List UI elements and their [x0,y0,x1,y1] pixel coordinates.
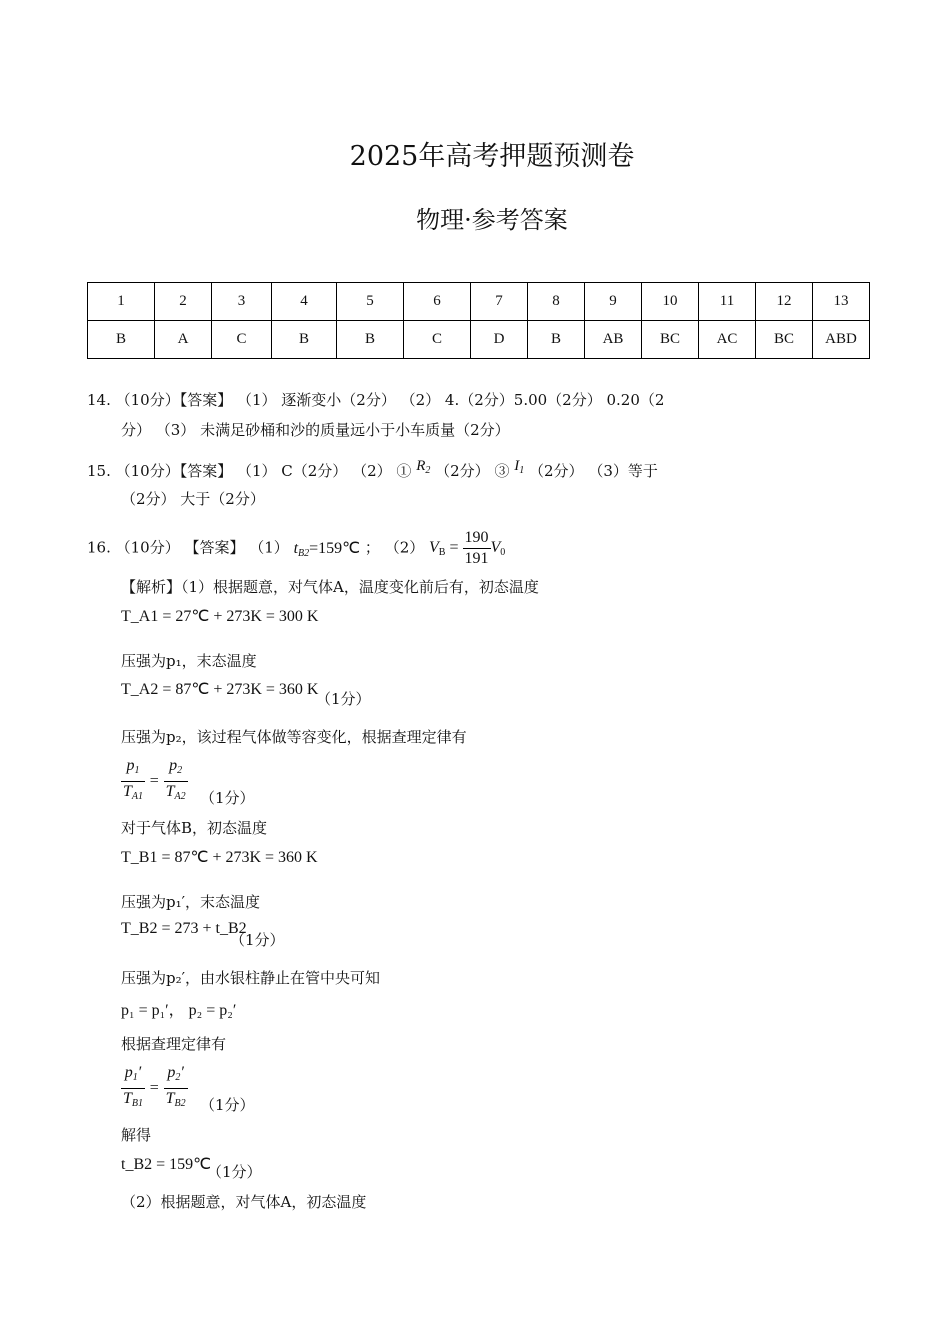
question-number: 10 [642,283,699,321]
question-number: 9 [585,283,642,321]
fraction-numerator: $p_1'$ [121,1063,145,1089]
q14-answer-line-1: 14. （10分）【答案】 （1） 逐渐变小（2分） （2） 4.（2分）5.00（2分） 0.20（2 [87,391,665,409]
score-tb2-result: （1分） [207,1163,262,1181]
t-subscript: B2 [298,547,310,559]
i1-symbol [514,458,524,474]
equals-sign: = [149,1079,159,1097]
subscript-a1: A1 [131,791,144,802]
subscript-2-prime: 2 [175,1072,181,1083]
equals-sign: = [149,772,159,790]
answer-cell: C [404,321,471,359]
fraction-p2p-tb2 [164,1063,188,1114]
q14-answer-line-2: 分） （3） 未满足砂桶和沙的质量远小于小车质量（2分） [121,421,510,439]
v0-subscript: 0 [500,547,506,559]
answer-cell: B [528,321,585,359]
i1-letter: I [514,458,520,474]
score-ta2: （1分） [316,690,371,708]
answer-cell: ABD [813,321,870,359]
equation-ta2: T_A2 = 87℃ + 273K = 360 K [121,681,319,698]
charles-law-equation-b [121,1063,188,1114]
fraction-numerator: $p_1$ [121,756,145,782]
fraction-p2-ta2 [164,756,188,807]
subscript-2: 2 [177,765,183,776]
q15-part-2: （2分） ③ [435,462,510,480]
page-subtitle: 物理·参考答案 [416,206,568,234]
gas-b-initial-text: 对于气体B，初态温度 [121,819,268,837]
equation-pressure-equality: p₁ = p₁′， p₂ = p₂′ [121,1002,237,1019]
v0-symbol: V [490,539,501,557]
answer-cell: B [272,321,337,359]
q15-part-1: 15. （10分）【答案】 （1） C（2分） （2） ① [87,462,412,480]
charles-law-equation-a [121,756,188,807]
question-number: 6 [404,283,471,321]
answer-cell: BC [642,321,699,359]
fraction-numerator: 190 [463,528,491,549]
answer-1-value: =159℃ [309,539,361,557]
answer-cell: AB [585,321,642,359]
v-subscript: B [438,547,446,559]
q16-head: 16. （10分） 【答案】 （1） [87,538,289,557]
score-charles-a: （1分） [200,789,255,807]
answer-cell: A [155,321,212,359]
fraction-denominator: 191 [464,550,489,567]
answer-table-number-row [88,283,870,321]
charles-law-text: 根据查理定律有 [121,1035,227,1053]
equation-tb1: T_B1 = 87℃ + 273K = 360 K [121,849,318,866]
q16-answer-1 [294,540,361,557]
equation-tb2: T_B2 = 273 + t_B2 [121,920,247,937]
solve-text: 解得 [121,1126,152,1144]
page-title: 2025年高考押题预测卷 [349,141,635,172]
answer-cell: C [212,321,272,359]
pressure-p2-prime-text: 压强为p₂′，由水银柱静止在管中央可知 [121,969,381,987]
q16-answer-line [87,528,505,569]
fraction-p1p-tb1 [121,1063,145,1114]
question-number: 12 [756,283,813,321]
q15-part-3: （2分） （3）等于 [529,462,658,480]
question-number: 13 [813,283,870,321]
answer-cell: B [337,321,404,359]
equation-tb2-result: t_B2 = 159℃ [121,1156,212,1173]
t-symbol: t [293,539,299,557]
question-number: 5 [337,283,404,321]
r2-subscript: 2 [425,465,431,476]
answer-cell: BC [756,321,813,359]
fraction-p1-ta1 [121,756,145,807]
v-symbol: V [429,539,439,557]
r2-letter: R [416,458,426,474]
fraction-190-191 [463,528,491,569]
answer-cell: AC [699,321,756,359]
score-tb2: （1分） [230,931,285,949]
subscript-b2: B2 [174,1098,186,1109]
score-charles-b: （1分） [200,1096,255,1114]
equation-ta1: T_A1 = 27℃ + 273K = 300 K [121,608,319,625]
pressure-p1-prime-text: 压强为p₁′，末态温度 [121,893,261,911]
subscript-1: 1 [134,765,140,776]
pressure-p1-text: 压强为p₁，末态温度 [121,652,257,670]
question-number: 3 [212,283,272,321]
answer-cell: B [88,321,155,359]
fraction-numerator: $p_2$ [164,756,188,782]
equals-sign: = [449,539,459,557]
solution-intro: 【解析】（1）根据题意，对气体A，温度变化前后有，初态温度 [121,578,539,596]
q16-separator: ； （2） [364,538,425,557]
fraction-denominator: $T_{B2}$ [165,1090,186,1109]
q16-answer-2 [429,528,505,569]
question-number: 1 [88,283,155,321]
answer-table [87,282,870,359]
answer-cell: D [471,321,528,359]
subscript-b1: B1 [131,1098,144,1109]
fraction-denominator: $T_{B1}$ [123,1090,144,1109]
question-number: 7 [471,283,528,321]
fraction-denominator: $T_{A2}$ [165,783,186,802]
question-number: 11 [699,283,756,321]
question-number: 8 [528,283,585,321]
answer-table-answer-row [88,321,870,359]
i1-subscript: 1 [519,465,525,476]
q15-answer-line-1 [87,458,658,481]
fraction-numerator: $p_2'$ [164,1063,188,1089]
question-number: 4 [272,283,337,321]
question-number: 2 [155,283,212,321]
fraction-denominator: $T_{A1}$ [123,783,144,802]
subscript-1-prime: 1 [132,1072,138,1083]
pressure-p2-text: 压强为p₂，该过程气体做等容变化，根据查理定律有 [121,728,467,746]
r2-symbol [416,458,430,474]
q15-answer-line-2: （2分） 大于（2分） [121,490,265,508]
part-2-intro: （2）根据题意，对气体A，初态温度 [121,1193,367,1211]
subscript-a2: A2 [174,791,186,802]
